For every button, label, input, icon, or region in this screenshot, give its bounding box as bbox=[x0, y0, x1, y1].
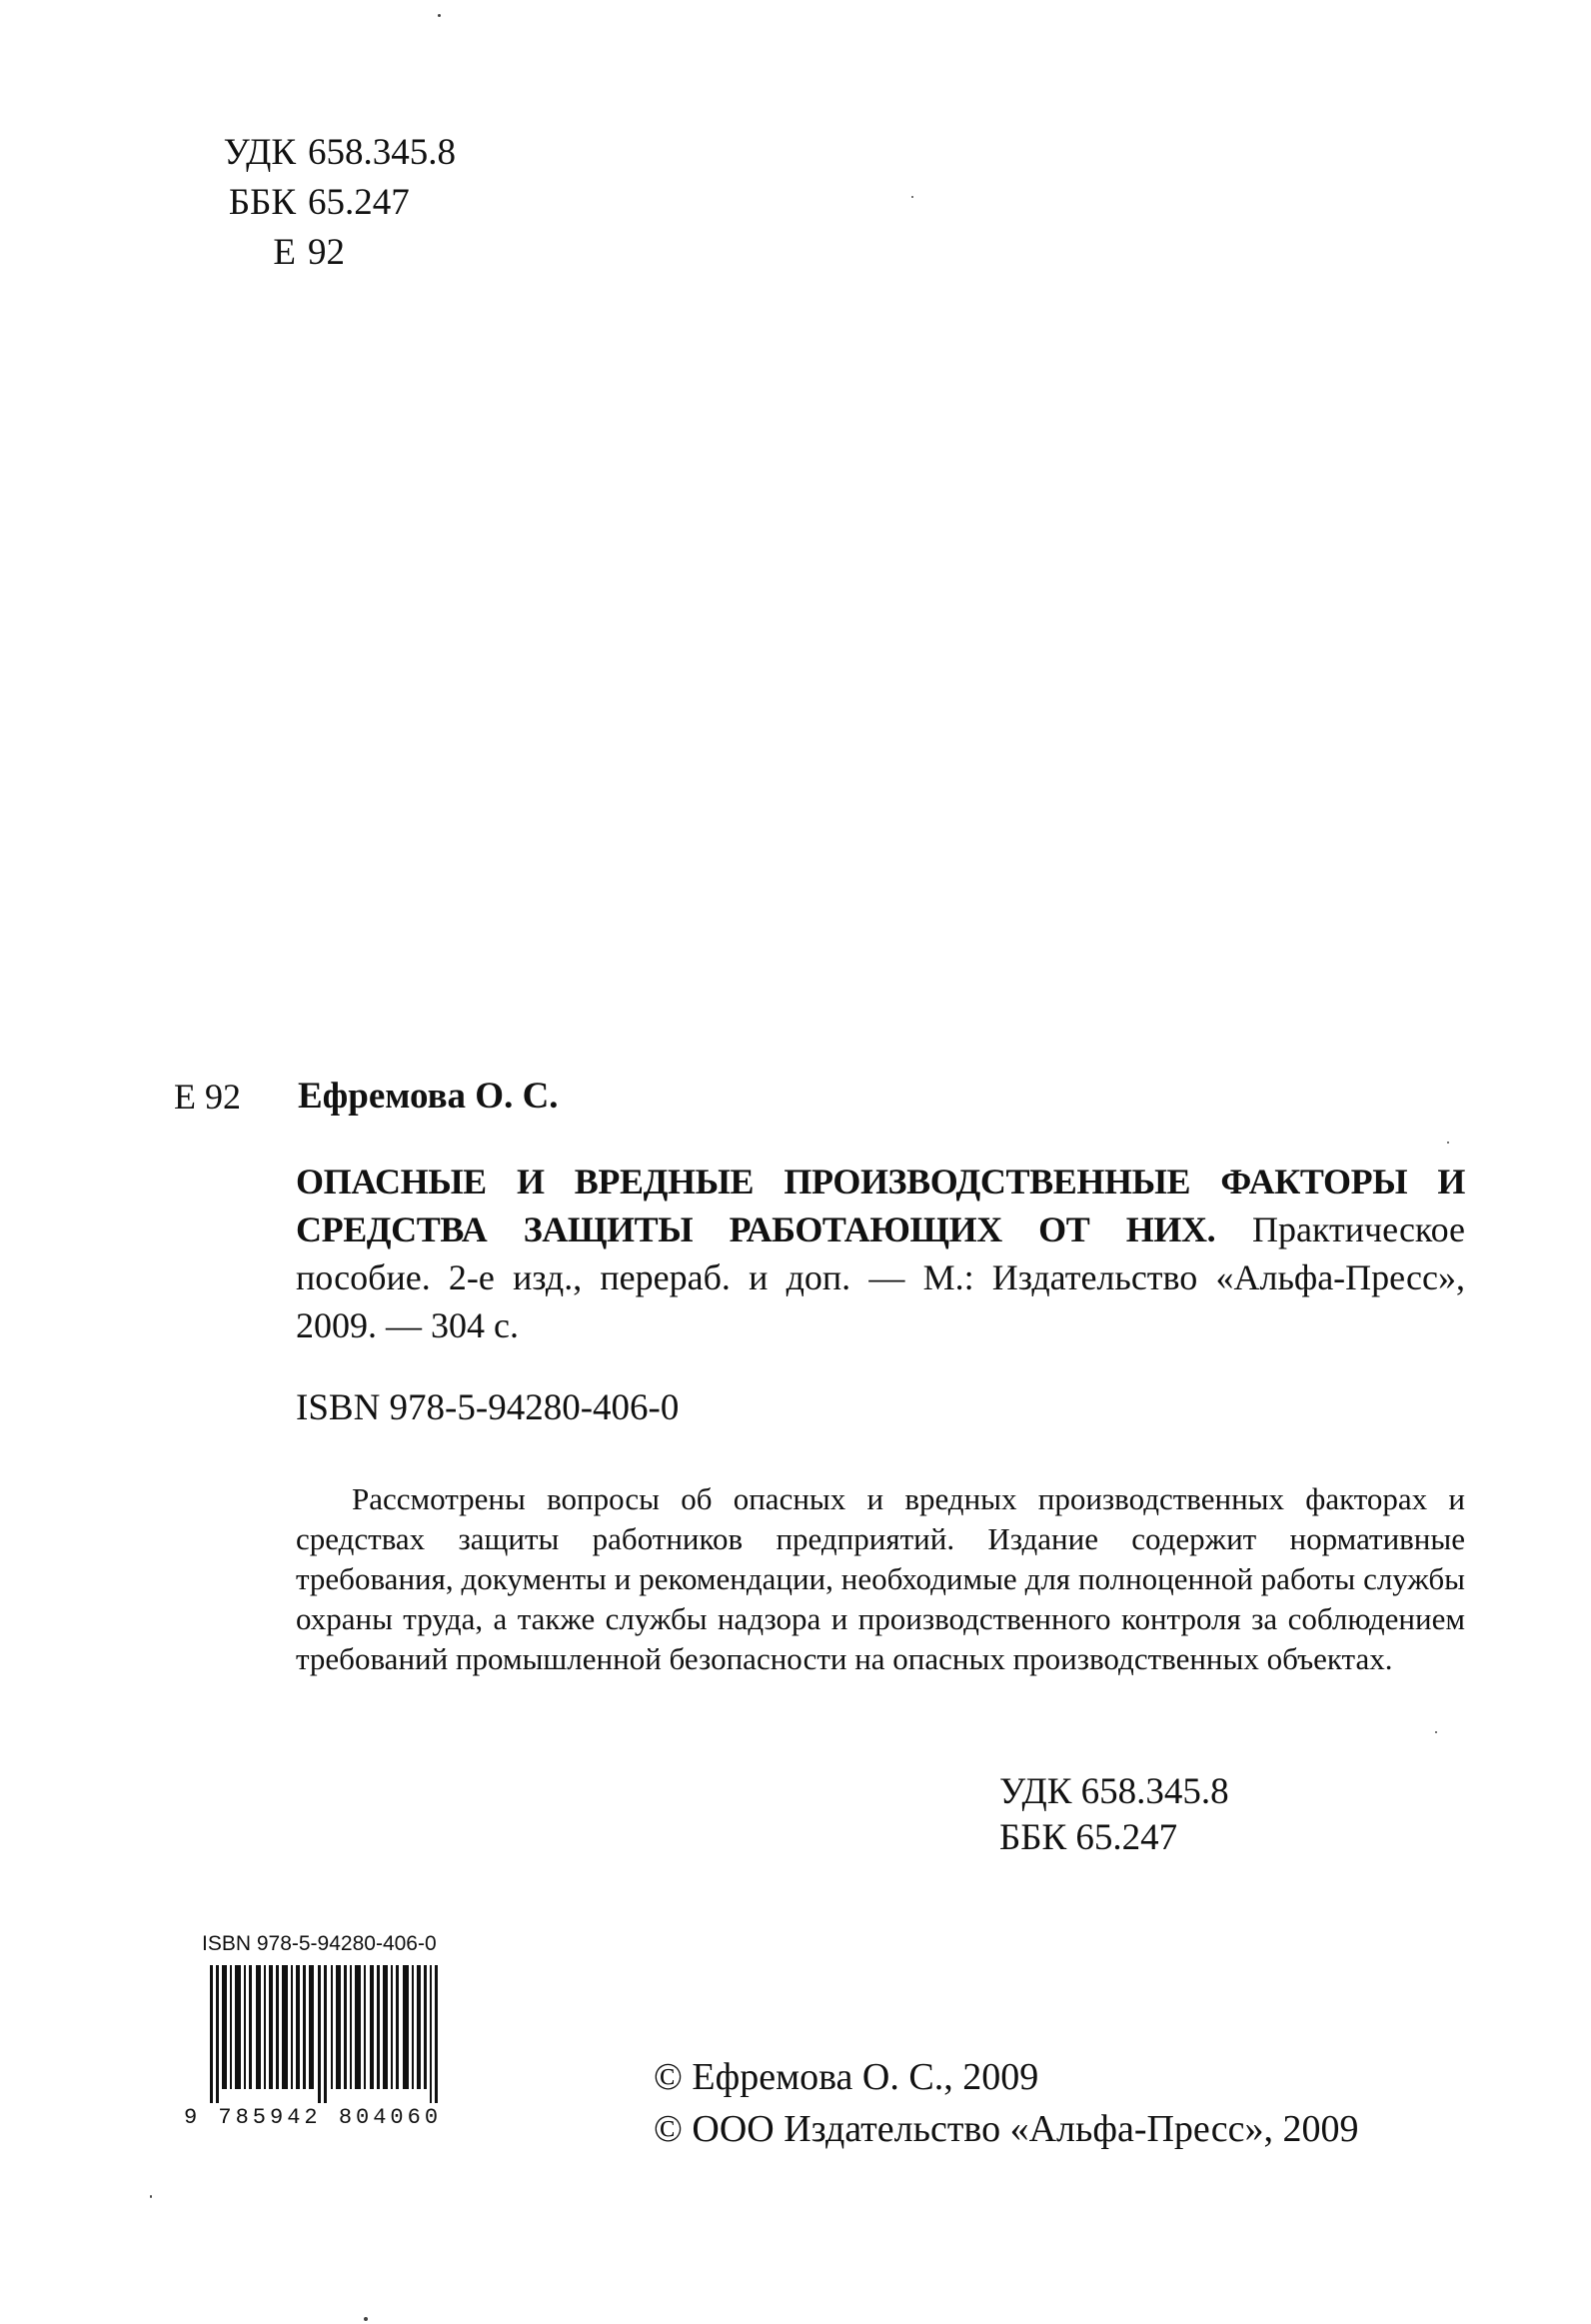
barcode-isbn: ISBN 978-5-94280-406-0 bbox=[202, 1932, 437, 1955]
copyright-author: © Ефремова О. С., 2009 bbox=[654, 2056, 1039, 2098]
barcode-block bbox=[184, 1931, 504, 2130]
bottom-bbk: ББК 65.247 bbox=[999, 1817, 1178, 1858]
bottom-udk: УДК 658.345.8 bbox=[999, 1771, 1229, 1812]
author-sign-label: Е bbox=[273, 232, 296, 273]
entry-author: Ефремова О. С. bbox=[298, 1076, 559, 1117]
book-details: Практическое пособие. 2-е изд., перераб. и доп. — М.: Издательство «Альфа-Пресс», 2009. — 304 с. bbox=[296, 1209, 1465, 1345]
bbk-value: 65.247 bbox=[308, 182, 410, 223]
author-sign-row bbox=[196, 228, 456, 278]
top-classification-block bbox=[196, 128, 456, 278]
author-sign-value: 92 bbox=[308, 232, 345, 273]
barcode-bars bbox=[184, 1965, 474, 2103]
bibliographic-description bbox=[296, 1158, 1465, 1349]
udk-value: 658.345.8 bbox=[308, 132, 456, 173]
scan-speck bbox=[438, 14, 441, 17]
barcode-digits: 9 785942 804060 bbox=[184, 2105, 443, 2130]
scan-speck bbox=[1435, 1731, 1437, 1733]
bottom-classification-block bbox=[999, 1769, 1229, 1861]
udk-label: УДК bbox=[223, 132, 296, 173]
scan-speck bbox=[1447, 1142, 1449, 1144]
udk-row bbox=[196, 128, 456, 178]
entry-author-sign: Е 92 bbox=[174, 1077, 241, 1117]
copyright-publisher: © ООО Издательство «Альфа-Пресс», 2009 bbox=[654, 2108, 1359, 2150]
bbk-label: ББК bbox=[228, 182, 296, 223]
copyright-block bbox=[654, 2051, 1358, 2155]
scan-speck bbox=[911, 196, 913, 198]
scan-speck bbox=[364, 2317, 368, 2321]
book-title: ОПАСНЫЕ И ВРЕДНЫЕ ПРОИЗВОДСТВЕННЫЕ ФАКТОРЫ И СРЕДСТВА ЗАЩИТЫ РАБОТАЮЩИХ ОТ НИХ. bbox=[296, 1162, 1465, 1249]
abstract-paragraph: Рассмотрены вопросы об опасных и вредных производственных факторах и средствах защиты работников предприятий. Издание содержит нормативные требования, документы и рекомендации, необходимые для полноценной работы службы охраны труда, а также службы надзора и производственного контроля за соблюдением требований промышленной безопасности на опасных производственных объектах. bbox=[296, 1481, 1465, 1676]
scan-speck bbox=[150, 2195, 152, 2198]
bbk-row bbox=[196, 178, 456, 228]
isbn-line: ISBN 978-5-94280-406-0 bbox=[296, 1387, 680, 1428]
